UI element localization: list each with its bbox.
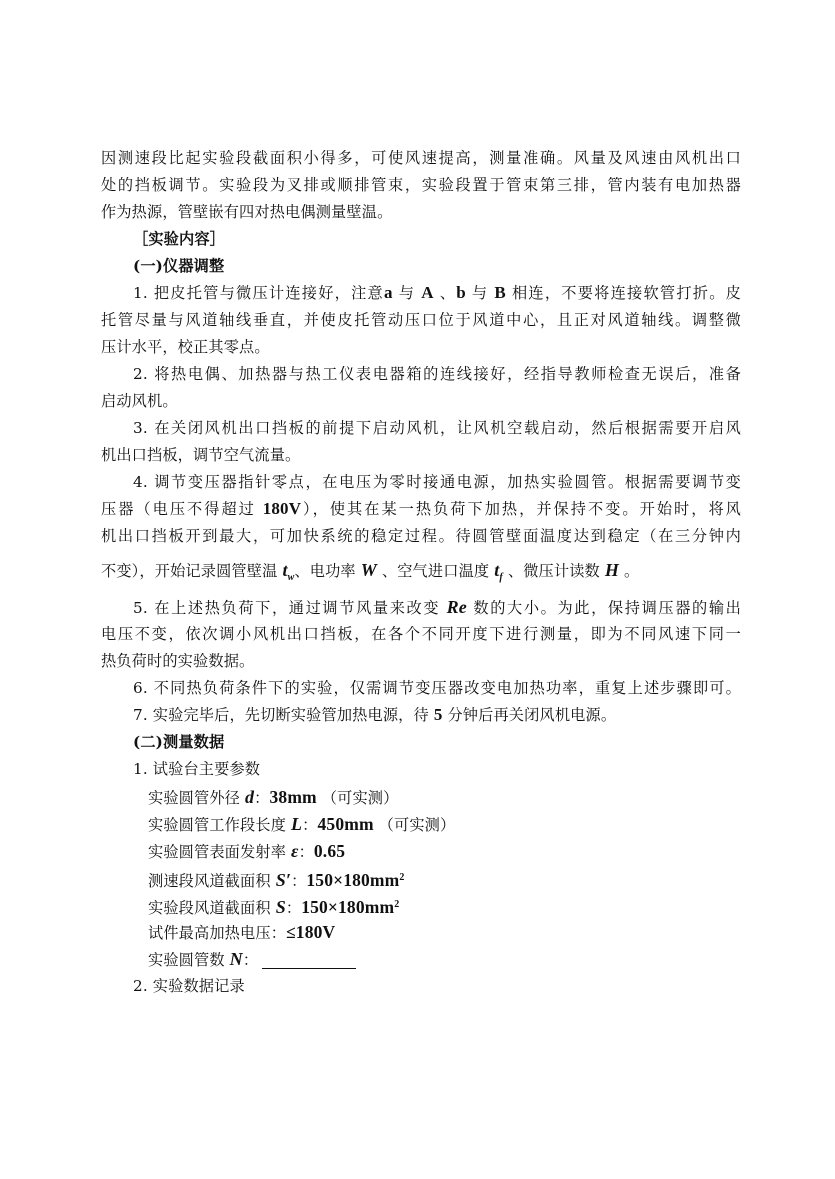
step1-line-1: 1. 把皮托管与微压计连接好，注意a 与 A 、b 与 B 相连，不要将连接软管打折。皮 bbox=[133, 283, 741, 302]
param-test-section-area: 实验段风道截面积 S：$150\times 180mm^2$ bbox=[148, 897, 400, 917]
step4-line-2: 压器（电压不得超过 180V），使其在某一热负荷下加热，并保持不变。开始时，将风 bbox=[101, 499, 741, 518]
section-heading-content: ［实验内容］ bbox=[133, 230, 226, 248]
step2-line-1: 2. 将热电偶、加热器与热工仪表电器箱的连线接好，经指导教师检查无误后，准备 bbox=[133, 365, 741, 383]
step7-line: 7. 实验完毕后，先切断实验管加热电源，待 5 分钟后再关闭风机电源。 bbox=[133, 705, 617, 724]
step4-line-4: 不变），开始记录圆管壁温 $t_w$、电功率 W 、空气进口温度 $t_f$ 、微压计读数 H 。 bbox=[101, 560, 640, 583]
step5-line-3: 热负荷时的实验数据。 bbox=[101, 652, 255, 670]
subheading-measurement-data: (二)测量数据 bbox=[133, 733, 225, 751]
param-working-length: 实验圆管工作段长度 L：450mm （可实测） bbox=[148, 814, 456, 834]
step1-line-3: 压计水平，校正其零点。 bbox=[101, 338, 270, 356]
step5-line-2: 电压不变，依次调小风机出口挡板，在各个不同开度下进行测量，即为不同风速下同一 bbox=[101, 625, 741, 643]
param-speed-section-area: 测速段风道截面积 S′：$150\times 180mm^2$ bbox=[148, 870, 405, 890]
record-title: 2. 实验数据记录 bbox=[133, 977, 245, 995]
intro-line-2: 处的挡板调节。实验段为叉排或顺排管束，实验段置于管束第三排，管内装有电加热器 bbox=[101, 176, 741, 194]
step5-line-1: 5. 在上述热负荷下，通过调节风量来改变 Re 数的大小。为此，保持调压器的输出 bbox=[133, 597, 741, 617]
step3-line-2: 机出口挡板，调节空气流量。 bbox=[101, 446, 301, 464]
step4-line-1: 4. 调节变压器指针零点，在电压为零时接通电源，加热实验圆管。根据需要调节变 bbox=[133, 473, 741, 491]
step1-line-2: 托管尽量与风道轴线垂直，并使皮托管动压口位于风道中心，且正对风道轴线。调整微 bbox=[101, 311, 741, 329]
intro-line-3: 作为热源，管壁嵌有四对热电偶测量壁温。 bbox=[101, 203, 393, 221]
param-outer-diameter: 实验圆管外径 d：38mm （可实测） bbox=[148, 787, 399, 807]
param-tube-count: 实验圆管数 N： bbox=[148, 948, 788, 971]
intro-line-1: 因测速段比起实验段截面积小得多，可使风速提高，测量准确。风量及风速由风机出口 bbox=[101, 149, 741, 167]
param-emissivity: 实验圆管表面发射率 ε：0.65 bbox=[148, 841, 346, 861]
step3-line-1: 3. 在关闭风机出口挡板的前提下启动风机，让风机空载启动，然后根据需要开启风 bbox=[133, 419, 741, 437]
tube-count-blank-field bbox=[262, 952, 356, 969]
param-max-voltage: 试件最高加热电压：≤180V bbox=[148, 922, 336, 942]
step6-line: 6. 不同热负荷条件下的实验，仅需调节变压器改变电加热功率，重复上述步骤即可。 bbox=[133, 679, 741, 697]
params-title: 1. 试验台主要参数 bbox=[133, 760, 261, 778]
step2-line-2: 启动风机。 bbox=[101, 392, 178, 410]
step4-line-3: 机出口挡板开到最大，可加快系统的稳定过程。待圆管壁面温度达到稳定（在三分钟内 bbox=[101, 527, 741, 545]
subheading-instrument-adjust: (一)仪器调整 bbox=[133, 257, 225, 275]
